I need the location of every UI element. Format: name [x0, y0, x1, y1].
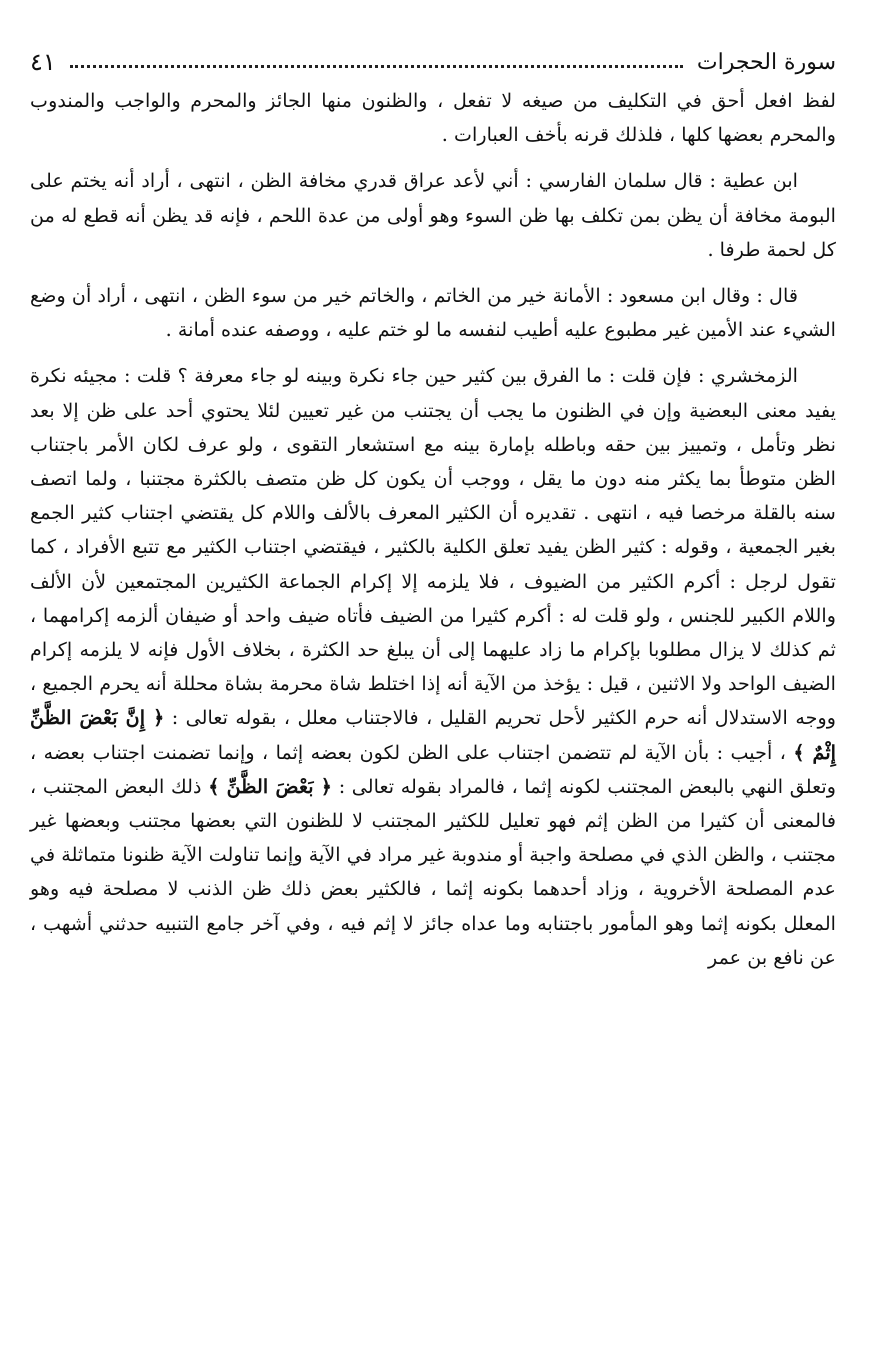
quran-verse-2: ﴿ بَعْضَ الظَّنِّ ﴾ — [208, 774, 333, 798]
paragraph-3: قال : وقال ابن مسعود : الأمانة خير من الخاتم ، والخاتم خير من سوء الظن ، انتهى ، أراد أن وضع الشيء عند الأمين غير مطبوع عليه أطيب لنفسه ما لو ختم عليه ، ووصفه عنده أمانة . — [30, 284, 836, 342]
paragraph-1: لفظ افعل أحق في التكليف من صيغه لا تفعل ، والظنون منها الجائز والمحرم والواجب والمندوب والمحرم بعضها كلها ، فلذلك قرنه بأخف العبارات . — [30, 89, 836, 147]
surah-title: سورة الحجرات — [696, 49, 836, 75]
page-number: ٤١ — [30, 48, 56, 76]
running-header — [30, 40, 836, 84]
book-page — [30, 40, 836, 975]
paragraph-4-text-b: ، أجيب : بأن الآية لم تتضمن اجتناب على الظن لكون بعضه إثما ، وإنما تضمنت اجتناب بعضه ، وتعلق النهي بالبعض المجتنب لكونه إثما ، فالمراد بقوله تعالى : — [30, 740, 836, 798]
paragraph-4 — [30, 359, 836, 975]
paragraph-2: ابن عطية : قال سلمان الفارسي : أني لأعد عراق قدري مخافة الظن ، انتهى ، أراد أنه يختم على البومة مخافة أن يظن بمن تكلف بها ظن السوء وهو أولى من عدة اللحم ، فإنه قد يظن أنه قطع له من كل لحمة طرفا . — [30, 169, 836, 261]
paragraph-4-text-a: الزمخشري : فإن قلت : ما الفرق بين كثير حين جاء نكرة وبينه لو جاء معرفة ؟ قلت : مجيئه نكرة يفيد معنى البعضية وإن في الظنون ما يجب أن يجتنب من غير تعيين لئلا يحتوي أحد على ظن إلا بعد نظر وتأمل ، وتمييز بين حقه وباطله بإمارة بينه مع استشعار التقوى ، ولو عرف لكان الأمر باجتناب الظن متوطأ بما يكثر منه دون ما يقل ، ووجب أن يكون كل ظن متصف بالكثرة مجتنبا ، ولما اتصف سنه بالقلة مرخصا فيه ، انتهى . تقديره أن الكثير المعرف بالألف واللام كل يقتضي اجتناب كثير الجمع بغير الجمعية ، وقوله : كثير الظن يفيد تعلق الكلية بالكثير ، فيقتضي اجتناب الكثير مع تتبع الأفراد ، كما تقول لرجل : أكرم الكثير من الضيوف ، فلا يلزمه إلا إكرام الجماعة الكثيرين المجتمعين لأن الألف واللام الكبير للجنس ، ولو قلت له : أكرم كثيرا من الضيف فأتاه ضيف واحد أو ضيفان ألزمه إكرامهما ، ثم كذلك لا يزال مطلوبا بإكرام ما زاد عليهما إلى أن يبلغ حد الكثرة ، بخلاف الأول فإنه لا يلزمه إكرام الضيف الواحد ولا الاثنين ، قيل : يؤخذ من الآية أنه إذا اختلط شاة محرمة بشاة محللة أنه يحرم الجميع ، ووجه الاستدلال أنه حرم الكثير لأحل تحريم القليل ، فالاجتناب معلل ، بقوله تعالى : — [30, 364, 836, 730]
dotted-leader — [70, 65, 683, 68]
quran-verse-1: ﴿ إِنَّ بَعْضَ الظَّنِّ إِثْمٌ ﴾ — [30, 706, 836, 764]
paragraph-4-text-c: ذلك البعض المجتنب ، فالمعنى أن كثيرا من الظن إثم فهو تعليل للكثير المجتنب لا للظنون التي بعضها مجتنب وبعضها غير مجتنب ، والظن الذي في مصلحة واجبة أو مندوبة غير مراد في الآية وإنما تناولت الآية ظنونا متماثلة في عدم المصلحة الأخروية ، وزاد أحدهما بكونه إثما ، فالكثير بعض ذلك ظن الذنب لا مصلحة فيه وهو المعلل بكونه إثما وهو المأمور باجتنابه وما عداه جائز لا إثم فيه ، وفي آخر جامع التنبيه حدثني أشهب ، عن نافع بن عمر — [30, 774, 836, 969]
